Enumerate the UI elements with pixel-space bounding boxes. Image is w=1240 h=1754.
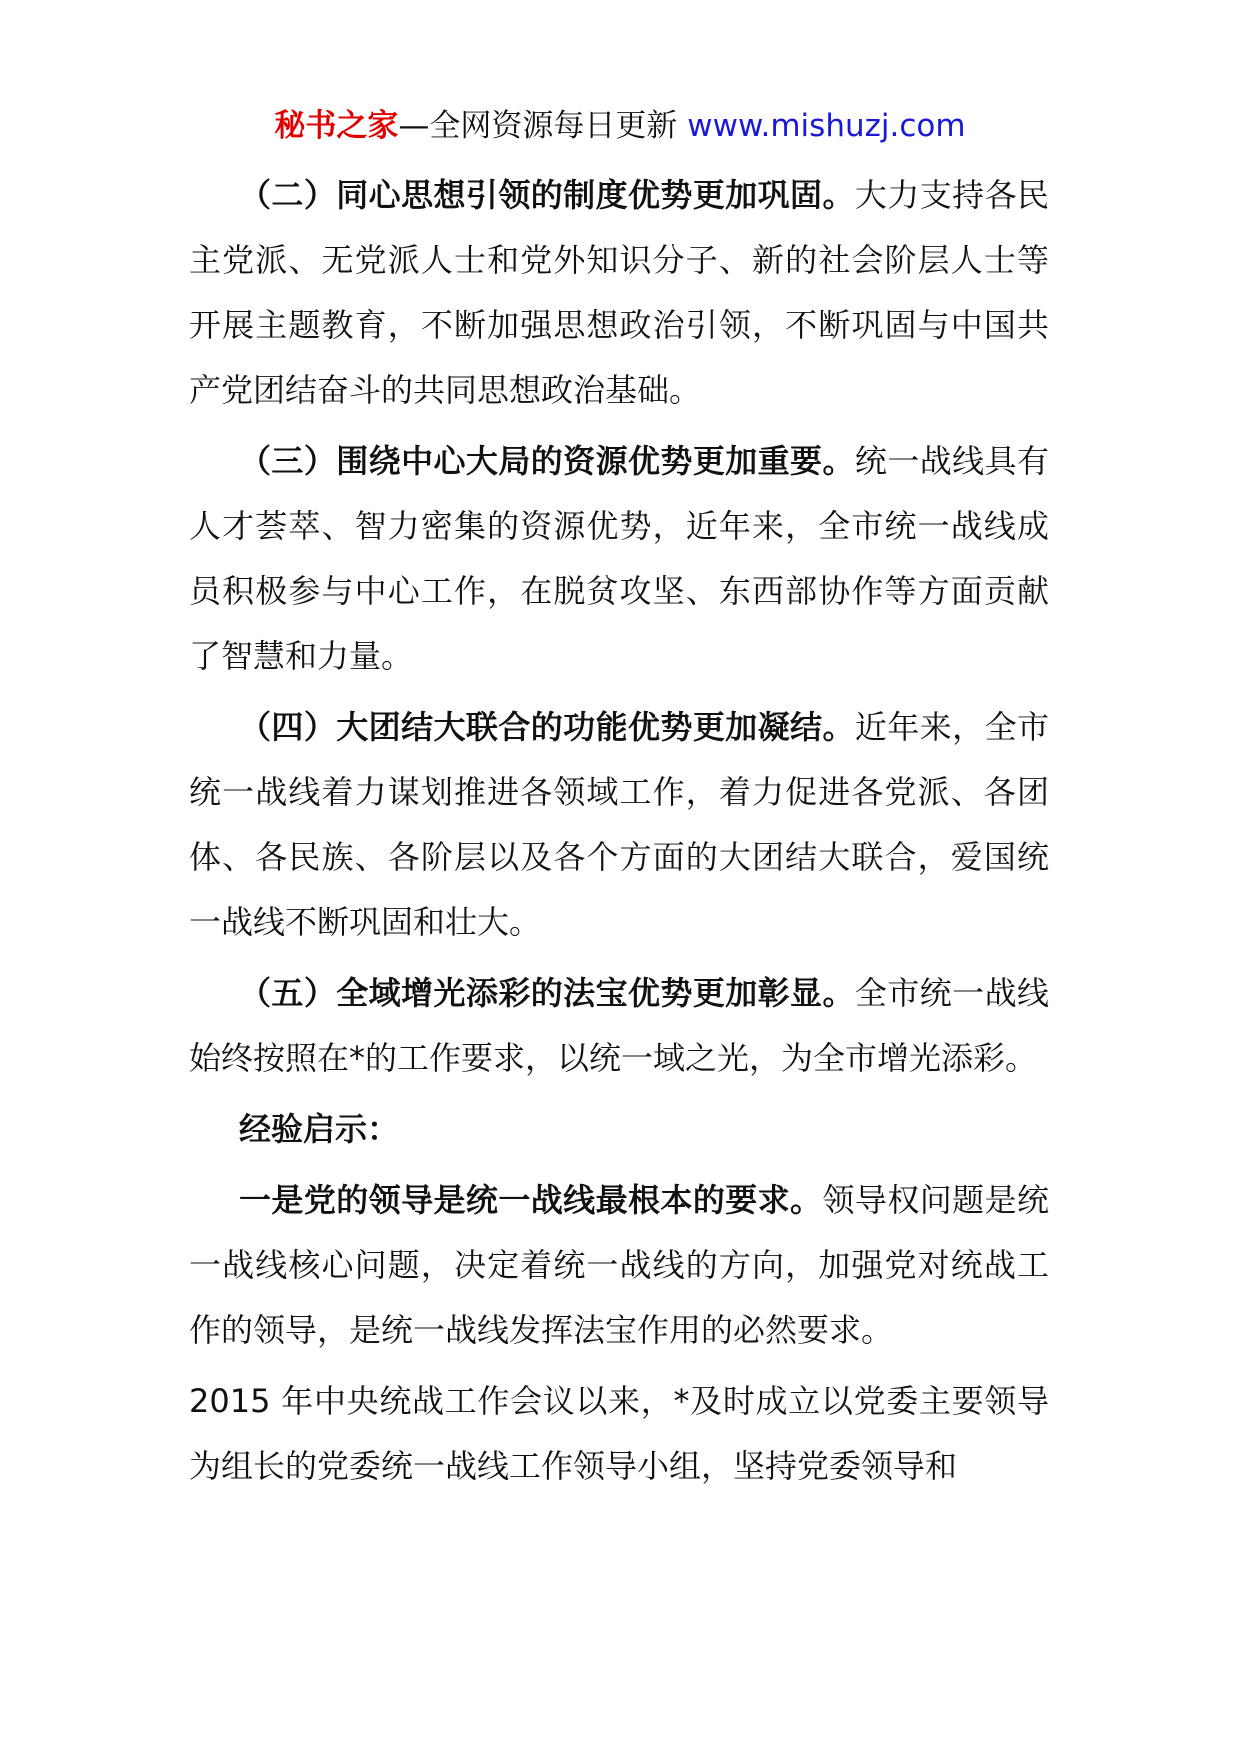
site-header [0, 104, 1240, 148]
paragraph-magic-weapon-advantage [189, 961, 1049, 1091]
paragraph-functional-advantage [189, 695, 1049, 955]
paragraph-party-leadership [189, 1168, 1049, 1363]
paragraph-text: 领导权问题是统一战线核心问题，决定着统一战线的方向，加强党对统战工作的领导，是统一战线发挥法宝作用的必然要求。 [189, 1181, 1049, 1349]
paragraph-heading: 一是党的领导是统一战线最根本的要求。 [239, 1181, 823, 1219]
paragraph-heading: （三）围绕中心大局的资源优势更加重要。 [239, 442, 855, 480]
paragraph-heading: （五）全域增光添彩的法宝优势更加彰显。 [239, 974, 855, 1012]
header-tagline: —全网资源每日更新 [398, 108, 688, 144]
section-heading-lessons [189, 1097, 1049, 1162]
paragraph-heading: （四）大团结大联合的功能优势更加凝结。 [239, 708, 855, 746]
paragraph-heading: （二）同心思想引领的制度优势更加巩固。 [239, 176, 855, 214]
document-body [189, 163, 1049, 1505]
paragraph-text: 大力支持各民主党派、无党派人士和党外知识分子、新的社会阶层人士等开展主题教育，不断加强思想政治引领，不断巩固与中国共产党团结奋斗的共同思想政治基础。 [189, 176, 1049, 409]
paragraph-institutional-advantage [189, 163, 1049, 423]
paragraph-text: 2015 年中央统战工作会议以来，*及时成立以党委主要领导为组长的党委统一战线工作领导小组，坚持党委领导和 [189, 1382, 1049, 1485]
section-heading: 经验启示： [239, 1110, 400, 1148]
paragraph-text: 近年来，全市统一战线着力谋划推进各领域工作，着力促进各党派、各团体、各民族、各阶层以及各个方面的大团结大联合，爱国统一战线不断巩固和壮大。 [189, 708, 1049, 941]
paragraph-text: 统一战线具有人才荟萃、智力密集的资源优势，近年来，全市统一战线成员积极参与中心工作，在脱贫攻坚、东西部协作等方面贡献了智慧和力量。 [189, 442, 1049, 675]
paragraph-resource-advantage [189, 429, 1049, 689]
site-url[interactable]: www.mishuzj.com [687, 108, 966, 144]
brand-name: 秘书之家 [274, 108, 399, 144]
paragraph-text: 全市统一战线始终按照在*的工作要求，以统一域之光，为全市增光添彩。 [189, 974, 1049, 1077]
paragraph-since-2015 [189, 1369, 1049, 1499]
